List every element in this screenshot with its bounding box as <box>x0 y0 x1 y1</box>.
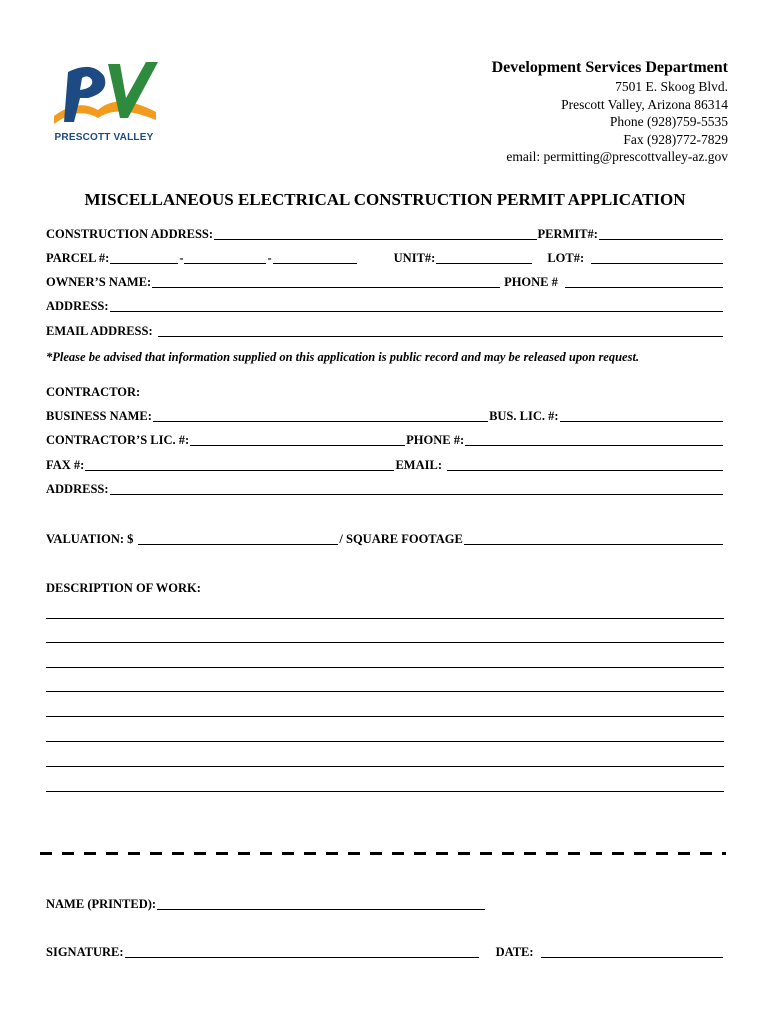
department-email: email: permitting@prescottvalley-az.gov <box>506 149 728 165</box>
parcel-label: PARCEL #: <box>46 251 110 265</box>
contractor-fax-label: FAX #: <box>46 458 85 472</box>
description-label: DESCRIPTION OF WORK: <box>46 581 201 595</box>
owners-name-label: OWNER’S NAME: <box>46 275 152 289</box>
contractor-fax-field[interactable] <box>85 469 394 471</box>
contractor-lic-field[interactable] <box>190 444 405 446</box>
pv-logo-icon <box>48 58 160 132</box>
business-name-label: BUSINESS NAME: <box>46 409 152 423</box>
department-address-line-1: 7501 E. Skoog Blvd. <box>615 79 728 94</box>
bus-lic-label: BUS. LIC. #: <box>489 409 559 423</box>
owners-name-row <box>46 274 724 290</box>
signature-row <box>46 944 724 960</box>
construction-address-field[interactable] <box>214 238 536 240</box>
public-record-notice: *Please be advised that information supplied on this application is public record and may be released upon request. <box>46 350 640 364</box>
permit-label: PERMIT#: <box>537 227 598 241</box>
business-name-field[interactable] <box>153 420 488 422</box>
department-fax: Fax (928)772-7829 <box>623 131 728 147</box>
contractor-address-label: ADDRESS: <box>46 482 109 496</box>
contractor-lic-label: CONTRACTOR’S LIC. #: <box>46 433 190 447</box>
valuation-label: VALUATION: $ <box>46 532 134 546</box>
description-line-3[interactable] <box>46 666 724 668</box>
owners-name-field[interactable] <box>152 286 500 288</box>
signature-label: SIGNATURE: <box>46 945 124 959</box>
date-label: DATE: <box>495 945 534 959</box>
bus-lic-field[interactable] <box>560 420 723 422</box>
lot-field[interactable] <box>591 262 723 264</box>
date-field[interactable] <box>541 956 723 958</box>
description-line-7[interactable] <box>46 765 724 767</box>
logo-wordmark: PRESCOTT VALLEY <box>54 132 154 143</box>
lot-label: LOT#: <box>547 251 585 265</box>
contractor-address-field[interactable] <box>110 493 723 495</box>
construction-address-row <box>46 226 724 242</box>
contractor-heading: CONTRACTOR: <box>46 385 141 399</box>
name-printed-label: NAME (PRINTED): <box>46 897 157 911</box>
cut-line-divider <box>40 852 726 855</box>
owner-phone-label: PHONE # <box>504 275 558 289</box>
unit-label: UNIT#: <box>393 251 436 265</box>
name-printed-field[interactable] <box>157 908 485 910</box>
construction-address-label: CONSTRUCTION ADDRESS: <box>46 227 214 241</box>
description-line-4[interactable] <box>46 690 724 692</box>
department-address-line-2: Prescott Valley, Arizona 86314 <box>561 96 728 112</box>
description-line-6[interactable] <box>46 740 724 742</box>
signature-field[interactable] <box>125 956 479 958</box>
contractor-email-label: EMAIL: <box>395 458 442 472</box>
parcel-dash-1: - <box>179 251 184 265</box>
parcel-field-3[interactable] <box>273 262 357 264</box>
owner-phone-field[interactable] <box>565 286 723 288</box>
contractor-phone-field[interactable] <box>465 444 723 446</box>
owner-address-row <box>46 298 724 314</box>
valuation-row <box>46 531 724 547</box>
description-heading-row <box>46 580 724 596</box>
contractor-phone-label: PHONE #: <box>406 433 465 447</box>
form-title: MISCELLANEOUS ELECTRICAL CONSTRUCTION PERMIT APPLICATION <box>84 190 686 209</box>
owner-address-label: ADDRESS: <box>46 299 109 313</box>
business-name-row <box>46 408 724 424</box>
prescott-valley-logo <box>48 58 160 150</box>
parcel-field-1[interactable] <box>110 262 178 264</box>
unit-field[interactable] <box>436 262 532 264</box>
description-line-2[interactable] <box>46 641 724 643</box>
contractor-address-row <box>46 481 724 497</box>
valuation-field[interactable] <box>138 543 338 545</box>
email-address-field[interactable] <box>158 335 723 337</box>
department-phone: Phone (928)759-5535 <box>609 114 728 130</box>
contractor-fax-row <box>46 457 724 473</box>
owner-address-field[interactable] <box>110 310 723 312</box>
parcel-row <box>46 250 724 266</box>
square-footage-field[interactable] <box>464 543 723 545</box>
description-line-5[interactable] <box>46 715 724 717</box>
department-name: Development Services Department <box>491 59 728 76</box>
email-address-row <box>46 323 724 339</box>
description-line-8[interactable] <box>46 790 724 792</box>
contractor-heading-row <box>46 384 724 400</box>
department-contact-block <box>492 58 728 166</box>
contractor-lic-row <box>46 432 724 448</box>
parcel-dash-2: - <box>267 251 272 265</box>
parcel-field-2[interactable] <box>184 262 266 264</box>
description-line-1[interactable] <box>46 617 724 619</box>
contractor-email-field[interactable] <box>447 469 723 471</box>
email-address-label: EMAIL ADDRESS: <box>46 324 153 338</box>
square-footage-label: / SQUARE FOOTAGE <box>339 532 463 546</box>
permit-field[interactable] <box>599 238 723 240</box>
name-printed-row <box>46 896 486 912</box>
